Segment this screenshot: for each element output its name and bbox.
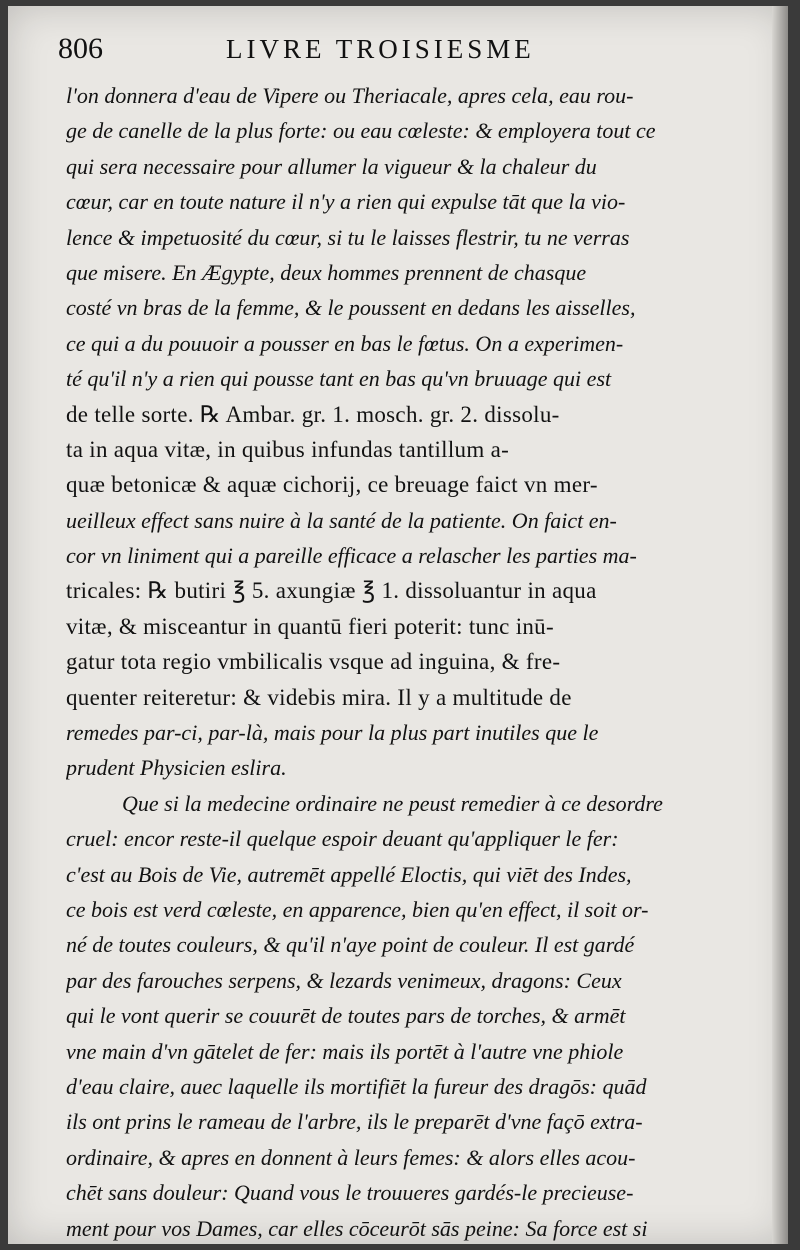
- text-line: qui sera necessaire pour allumer la vigueur & la chaleur du: [66, 153, 597, 179]
- text-line: tricales: ℞ butiri ℥ 5. axungiæ ℥ 1. dissoluantur in aqua: [66, 578, 597, 604]
- text-line: lence & impetuosité du cœur, si tu le laisses flestrir, tu ne verras: [66, 224, 630, 250]
- text-line: qui le vont querir se couurēt de toutes pars de torches, & armēt: [66, 1003, 626, 1029]
- text-line: par des farouches serpens, & lezards venimeux, dragons: Ceux: [66, 967, 622, 993]
- text-line: costé vn bras de la femme, & le poussent en dedans les aisselles,: [66, 295, 636, 321]
- text-line: prudent Physicien eslira.: [66, 755, 287, 781]
- text-line: té qu'il n'y a rien qui pousse tant en bas qu'vn bruuage qui est: [66, 366, 612, 392]
- text-line: cruel: encor reste-il quelque espoir deuant qu'appliquer le fer:: [66, 826, 619, 852]
- text-line: né de toutes couleurs, & qu'il n'aye point de couleur. Il est gardé: [66, 932, 635, 958]
- text-line: de telle sorte. ℞ Ambar. gr. 1. mosch. gr. 2. dissolu-: [66, 401, 560, 427]
- text-line: ge de canelle de la plus forte: ou eau cœleste: & employera tout ce: [66, 118, 656, 144]
- page-number: 806: [58, 32, 103, 65]
- text-line: ce qui a du pouuoir a pousser en bas le fœtus. On a experimen-: [66, 330, 624, 356]
- text-line: d'eau claire, auec laquelle ils mortifiēt la fureur des dragōs: quād: [66, 1073, 647, 1099]
- text-line: ordinaire, & apres en donnent à leurs femes: & alors elles acou-: [66, 1144, 636, 1170]
- running-head: LIVRE TROISIESME: [226, 34, 535, 64]
- text-line: Que si la medecine ordinaire ne peust remedier à ce desordre: [122, 790, 663, 816]
- text-line: l'on donnera d'eau de Vipere ou Theriacale, apres cela, eau rou-: [66, 83, 634, 108]
- text-line: cor vn liniment qui a pareille efficace a relascher les parties ma-: [66, 543, 637, 569]
- text-line: ce bois est verd cœleste, en apparence, bien qu'en effect, il soit or-: [66, 896, 649, 922]
- text-line: vitæ, & misceantur in quantū fieri poterit: tunc inū-: [66, 613, 554, 639]
- text-line: ils ont prins le rameau de l'arbre, ils le preparēt d'vne façō extra-: [66, 1109, 643, 1135]
- text-line: gatur tota regio vmbilicalis vsque ad inguina, & fre-: [66, 649, 561, 675]
- text-line: remedes par-ci, par-là, mais pour la plus part inutiles que le: [66, 720, 599, 746]
- text-line: c'est au Bois de Vie, autremēt appellé Eloctis, qui viēt des Indes,: [66, 861, 632, 887]
- text-line: vne main d'vn gātelet de fer: mais ils portēt à l'autre vne phiole: [66, 1038, 624, 1064]
- text-line: ment pour vos Dames, car elles cōceurōt sās peine: Sa force est si: [66, 1215, 648, 1241]
- text-line: cœur, car en toute nature il n'y a rien qui expulse tāt que la vio-: [66, 189, 626, 215]
- text-line: que misere. En Ægypte, deux hommes prennent de chasque: [66, 259, 587, 285]
- book-page: [8, 6, 788, 1244]
- page-gutter-shadow: [772, 6, 788, 1244]
- text-line: ta in aqua vitæ, in quibus infundas tantillum a-: [66, 436, 510, 462]
- text-line: quenter reiteretur: & videbis mira. Il y a multitude de: [66, 684, 572, 710]
- text-line: quæ betonicæ & aquæ cichorij, ce breuage faict vn mer-: [66, 472, 598, 498]
- page-header: [58, 32, 758, 72]
- text-line: chēt sans douleur: Quand vous le trouueres gardés-le precieuse-: [66, 1180, 634, 1206]
- text-line: ueilleux effect sans nuire à la santé de la patiente. On faict en-: [66, 507, 617, 533]
- body-text: [66, 78, 754, 1246]
